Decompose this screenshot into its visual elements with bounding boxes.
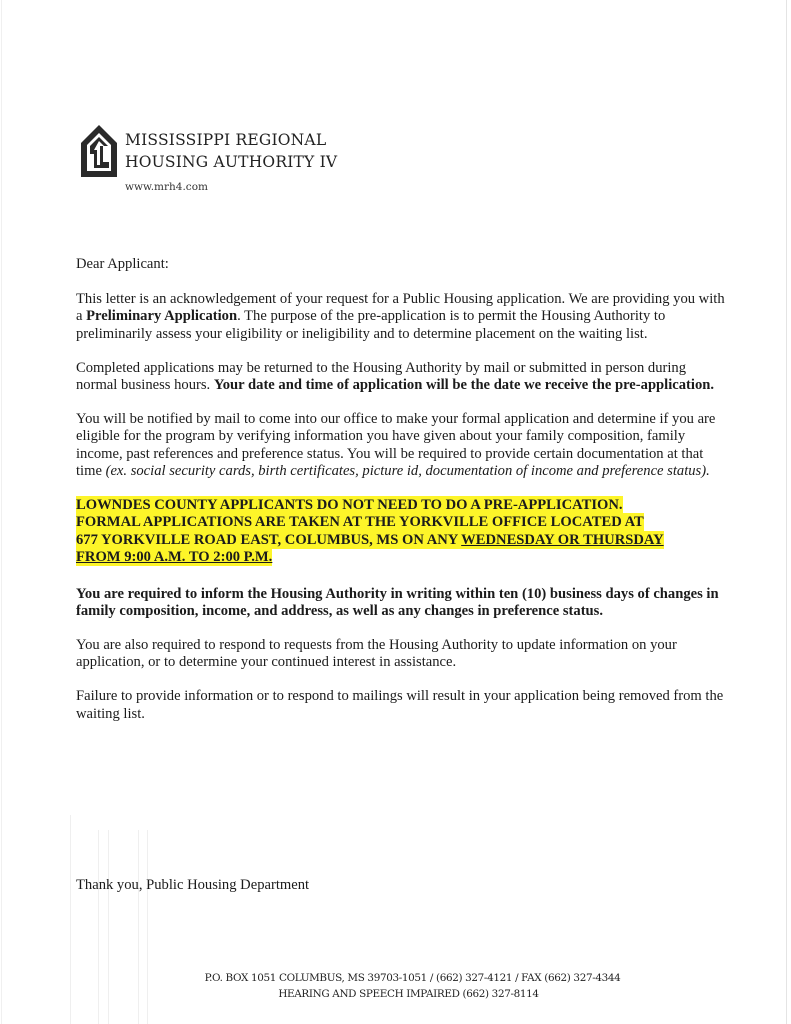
notice-line: 677 YORKVILLE ROAD EAST, COLUMBUS, MS ON ANY bbox=[76, 531, 462, 548]
notice-hours: FROM 9:00 A.M. TO 2:00 P.M. bbox=[76, 549, 273, 566]
paragraph-inform-changes: You are required to inform the Housing Authority in writing within ten (10) business days of changes in family composition, income, and address, as well as any changes in preference status. bbox=[76, 585, 719, 619]
lowndes-county-notice bbox=[76, 497, 726, 567]
organization-name-line1: MISSISSIPPI REGIONAL bbox=[125, 131, 327, 149]
footer-address-phone: P.O. BOX 1051 COLUMBUS, MS 39703-1051 / (662) 327-4121 / FAX (662) 327-4344 bbox=[204, 972, 621, 984]
signoff: Thank you, Public Housing Department bbox=[76, 877, 310, 893]
letter-body bbox=[76, 256, 726, 740]
documentation-examples: (ex. social security cards, birth certificates, picture id, documentation of income and preference status). bbox=[105, 462, 710, 479]
notice-line: FORMAL APPLICATIONS ARE TAKEN AT THE YORKVILLE OFFICE LOCATED AT bbox=[76, 514, 644, 531]
paragraph-respond-requests: You are also required to respond to requests from the Housing Authority to update information on your application, or to determine your continued interest in assistance. bbox=[76, 637, 677, 671]
emphasis-application-date: Your date and time of application will be the date we receive the pre-application. bbox=[213, 377, 715, 394]
paragraph-failure-warning: Failure to provide information or to respond to mailings will result in your application being removed from the waiting list. bbox=[76, 688, 724, 722]
letterhead-footer bbox=[0, 970, 791, 1002]
organization-website[interactable]: www.mrh4.com bbox=[125, 181, 208, 193]
house-arrow-logo-icon bbox=[80, 124, 118, 178]
footer-hearing-impaired: HEARING AND SPEECH IMPAIRED (662) 327-8114 bbox=[278, 988, 539, 1000]
scan-edge-line bbox=[786, 0, 787, 1024]
text: This letter is an acknowledgement of your request for a Public Housing application. We are providing you with a bbox=[76, 291, 725, 325]
paragraph-return-applications bbox=[76, 360, 726, 394]
organization-name bbox=[125, 129, 337, 173]
emphasis-preliminary-application: Preliminary Application bbox=[86, 308, 238, 325]
text: . The purpose of the pre-application is to permit the Housing Authority to preliminarily assess your eligibility or ineligibility and to determine placement on the waiting list. bbox=[76, 308, 666, 342]
greeting: Dear Applicant: bbox=[76, 256, 169, 272]
notice-line: LOWNDES COUNTY APPLICANTS DO NOT NEED TO DO A PRE-APPLICATION. bbox=[76, 497, 623, 514]
text: Completed applications may be returned to the Housing Authority by mail or submitted in person during normal business hours. bbox=[76, 359, 687, 394]
text: You will be notified by mail to come into our office to make your formal application and determine if you are eligible for the program by verifying information you have given about your family composition, family income, past references and preference status. You will be required to provide certain documentation at that time bbox=[76, 411, 716, 479]
notice-days: WEDNESDAY OR THURSDAY bbox=[461, 531, 664, 548]
paragraph-acknowledgement bbox=[76, 291, 726, 343]
paragraph-notification bbox=[76, 411, 726, 480]
scan-edge-line bbox=[1, 0, 2, 1024]
organization-name-line2: HOUSING AUTHORITY IV bbox=[125, 153, 338, 171]
